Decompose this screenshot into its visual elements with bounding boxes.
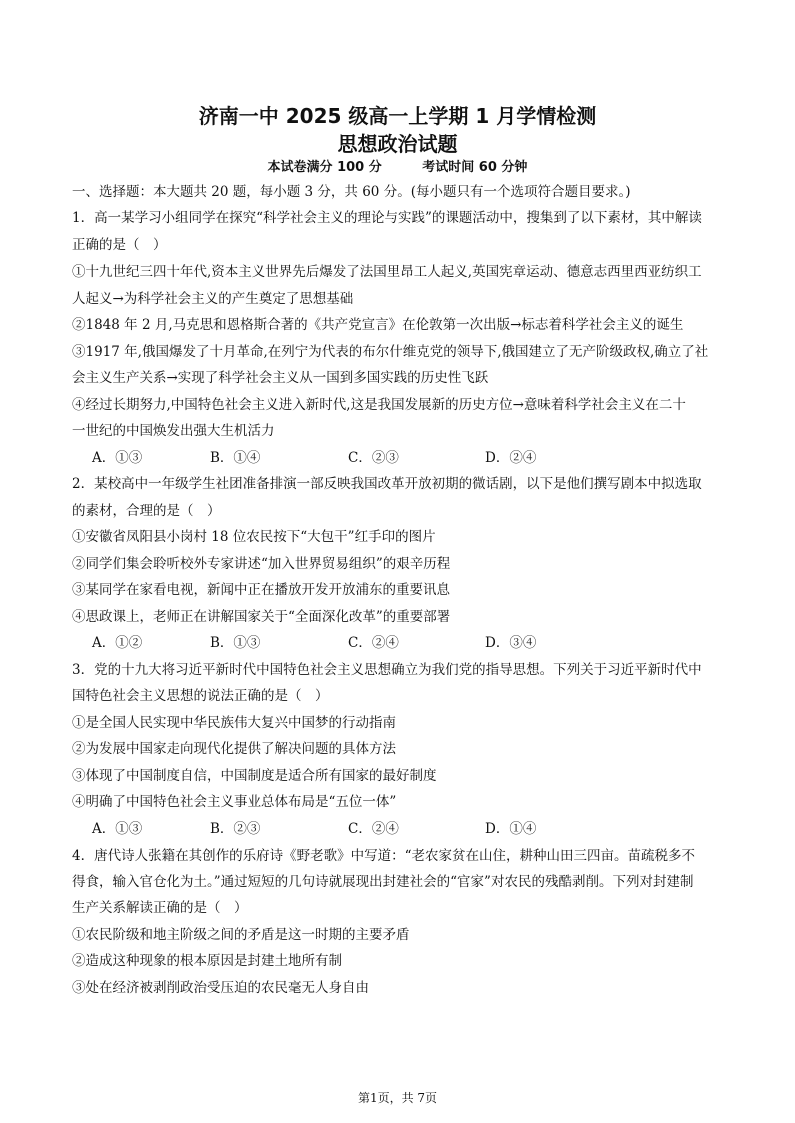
q1-item2: ②1848 年 2 月,马克思和恩格斯合著的《共产党宣言》在伦敦第一次出版→标志着科学社会主义的诞生 (72, 317, 684, 333)
q1-item1-line2: 人起义→为科学社会主义的产生奠定了思想基础 (72, 291, 354, 307)
q4-stem-line3: 生产关系解读正确的是（ ） (72, 900, 248, 916)
option-c: C．②③ (348, 450, 399, 466)
q3-item2: ②为发展中国家走向现代化提供了解决问题的具体方法 (72, 741, 396, 757)
q1-item4-line2: 一世纪的中国焕发出强大生机活力 (72, 423, 275, 439)
option-b: B．②③ (210, 821, 261, 837)
q2-item1: ①安徽省凤阳县小岗村 18 位农民按下“大包干”红手印的图片 (72, 529, 436, 545)
q3-stem-line2: 国特色社会主义思想的说法正确的是（ ） (72, 688, 329, 704)
q4-item3: ③处在经济被剥削政治受压迫的农民毫无人身自由 (72, 980, 369, 996)
q3-item3: ③体现了中国制度自信，中国制度是适合所有国家的最好制度 (72, 768, 437, 784)
q4-stem-line2: 得食，输入官仓化为土。”通过短短的几句诗就展现出封建社会的“官家”对农民的残酷剥削。下列对封建制 (72, 874, 694, 890)
option-a: A．①③ (92, 821, 143, 837)
q2-item3: ③某同学在家看电视，新闻中正在播放开发开放浦东的重要讯息 (72, 582, 450, 598)
option-c: C．②④ (348, 821, 399, 837)
q3-item4: ④明确了中国特色社会主义事业总体布局是“五位一体” (72, 794, 397, 810)
q1-stem-line1: 1．高一某学习小组同学在探究“科学社会主义的理论与实践”的课题活动中，搜集到了以下素材，其中解读 (72, 210, 702, 226)
q4-item2: ②造成这种现象的根本原因是封建土地所有制 (72, 953, 342, 969)
option-a: A．①③ (92, 450, 143, 466)
page-footer: 第1页，共 7页 (357, 1091, 438, 1105)
q1-stem-line2: 正确的是（ ） (72, 237, 167, 253)
q3-stem-line1: 3．党的十九大将习近平新时代中国特色社会主义思想确立为我们党的指导思想。下列关于习近平新时代中 (72, 662, 702, 678)
q2-stem-line2: 的素材，合理的是（ ） (72, 503, 221, 519)
exam-meta (0, 156, 795, 175)
option-c: C．②④ (348, 635, 399, 651)
q4-item1: ①农民阶级和地主阶级之间的矛盾是这一时期的主要矛盾 (72, 927, 410, 943)
option-d: D．③④ (485, 635, 537, 651)
q1-item4-line1: ④经过长期努力,中国特色社会主义进入新时代,这是我国发展新的历史方位→意味着科学社会主义在二十 (72, 397, 686, 413)
q4-stem-line1: 4．唐代诗人张籍在其创作的乐府诗《野老歌》中写道：“老农家贫在山住，耕种山田三四亩。苗疏税多不 (72, 848, 695, 864)
exam-subject: 思想政治试题 (337, 132, 458, 156)
option-b: B．①④ (210, 450, 261, 466)
option-a: A．①② (92, 635, 143, 651)
q3-item1: ①是全国人民实现中华民族伟大复兴中国梦的行动指南 (72, 715, 396, 731)
full-score: 本试卷满分 100 分 (267, 160, 382, 175)
q2-item2: ②同学们集会聆听校外专家讲述“加入世界贸易组织”的艰辛历程 (72, 556, 451, 572)
exam-title: 济南一中 2025 级高一上学期 1 月学情检测 (198, 104, 597, 128)
q2-stem-line1: 2．某校高中一年级学生社团准备排演一部反映我国改革开放初期的微话剧，以下是他们撰写剧本中拟选取 (72, 476, 702, 492)
option-b: B．①③ (210, 635, 261, 651)
option-d: D．①④ (485, 821, 537, 837)
q1-item3-line2: 会主义生产关系→实现了科学社会主义从一国到多国实践的历史性飞跃 (72, 370, 489, 386)
section-heading: 一、选择题：本大题共 20 题，每小题 3 分，共 60 分。(每小题只有一个选项符合题目要求。) (72, 184, 631, 200)
duration: 考试时间 60 分钟 (422, 160, 528, 175)
q1-item1-line1: ①十九世纪三四十年代,资本主义世界先后爆发了法国里昂工人起义,英国宪章运动、德意志西里西亚纺织工 (72, 264, 702, 280)
option-d: D．②④ (485, 450, 537, 466)
q1-item3-line1: ③1917 年,俄国爆发了十月革命,在列宁为代表的布尔什维克党的领导下,俄国建立了无产阶级政权,确立了社 (72, 344, 709, 360)
q2-item4: ④思政课上，老师正在讲解国家关于“全面深化改革”的重要部署 (72, 609, 451, 625)
